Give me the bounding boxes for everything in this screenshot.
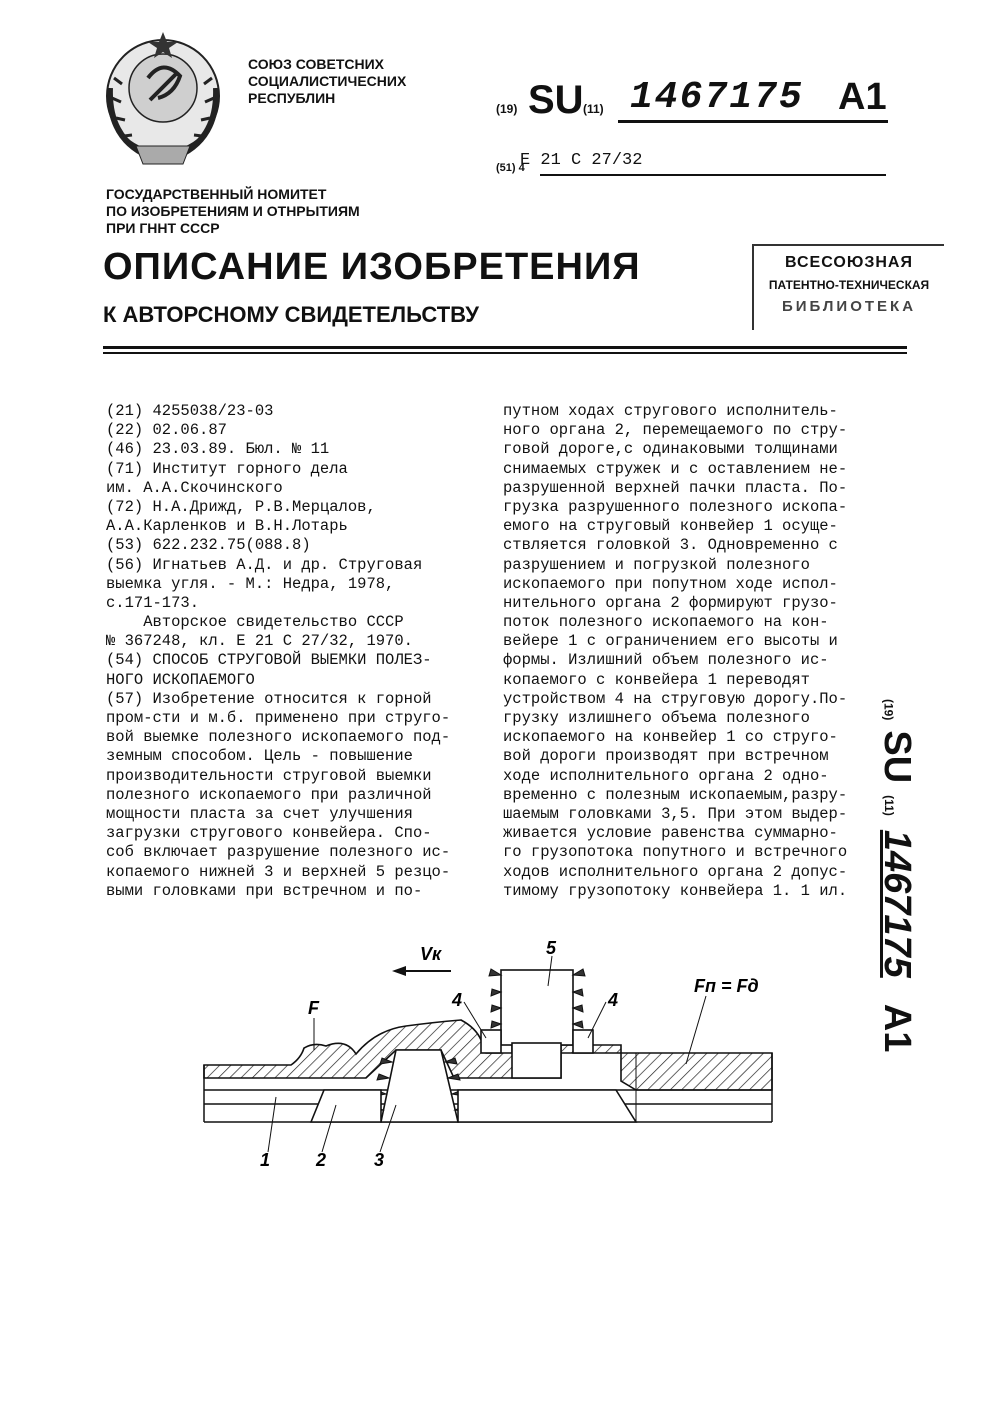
ipc-classification: E 21 C 27/32 [520, 151, 643, 170]
technical-figure [196, 930, 796, 1170]
text-line: выми головками при встречном и по- [106, 881, 423, 900]
header-rule-thin [103, 352, 907, 354]
text-line: ходе исполнительного органа 2 одно- [503, 766, 829, 785]
text-line: ствляется головкой 3. Одновременно с [503, 536, 838, 555]
text-line: пром-сти и м.б. применено при струго- [106, 709, 451, 727]
library-stamp [752, 244, 944, 330]
side-patent-number: 1467175 [876, 829, 918, 978]
code-51: (51) 4 [496, 162, 525, 174]
text-line: ископаемого на конвейер 1 со стругo- [503, 728, 838, 747]
side-kind-code: A1 [876, 1003, 918, 1053]
patent-number: 1467175 [630, 76, 804, 119]
text-line: (56) Игнатьев А.Д. и др. Струговая [106, 555, 423, 574]
text-line: земным способом. Цель - повышение [106, 747, 413, 766]
label-5: 5 [546, 938, 557, 958]
transfer-device-left [481, 1030, 501, 1053]
leader-line [588, 1002, 606, 1038]
text-line: ископаемого при попутном ходе испол- [503, 574, 838, 593]
text-line: временно с полезным ископаемым,разру- [503, 785, 848, 804]
side-code-19: (19) [881, 699, 896, 721]
stamp-line-2: ПАТЕНТНО-ТЕХНИЧЕСКАЯ [768, 278, 930, 292]
text-line: (57) Изобретение относится к горной [106, 689, 432, 708]
text-line: (71) Институт горного дела [106, 459, 348, 478]
text-line: ходов исполнительного органа 2 допус- [503, 862, 848, 881]
text-line: грузка разрушенного полезного ископа- [503, 497, 848, 516]
text-line: шаемым головками 3,5. При этом выдер- [503, 804, 848, 823]
text-line: грузку излишнего объема полезного [503, 709, 810, 727]
side-country-code: SU [876, 730, 918, 784]
text-line: устройством 4 на струговую дорогу.По- [503, 689, 848, 708]
code-11: (11) [583, 102, 604, 116]
text-line: (21) 4255038/23-03 [106, 402, 274, 420]
country-line-2: СОЦИАЛИСТИЧЕСНИХ [248, 73, 407, 89]
document-title: ОПИСАНИЕ ИЗОБРЕТЕНИЯ [103, 246, 641, 288]
leader-line [268, 1097, 276, 1152]
text-line: го грузопотока попутного и встречного [503, 843, 848, 862]
ipc-underline [540, 174, 886, 176]
side-code-11: (11) [881, 795, 896, 816]
label-F: F [308, 998, 319, 1018]
text-line: вой дороги производят при встречном [503, 747, 829, 766]
state-emblem-image [88, 18, 238, 178]
label-1: 1 [260, 1150, 271, 1170]
label-2: 2 [316, 1150, 327, 1170]
text-line: разрушением и погрузкой полезного [503, 555, 810, 574]
header-rule-thick [103, 346, 907, 349]
text-line: Авторское свидетельство СССР [106, 613, 404, 632]
committee-line-2: ПО ИЗОБРЕТЕНИЯМ И ОТНРЫТИЯМ [106, 203, 360, 219]
text-line: емого на струговый конвейер 1 осуще- [503, 517, 838, 536]
text-line: № 367248, кл. Е 21 С 27/32, 1970. [106, 632, 413, 651]
text-line: нительного органа 2 формируют грузо- [503, 593, 838, 612]
label-3: 3 [374, 1150, 385, 1170]
committee-line-3: ПРИ ГННТ СССР [106, 220, 220, 236]
text-line: полезного ископаемого при различной [106, 785, 432, 804]
patent-number-underline [618, 120, 888, 123]
label-4-right: 4 [608, 990, 619, 1010]
stamp-line-3: БИБЛИОТЕКА [781, 298, 917, 315]
text-line: формы. Излишний объем полезного ис- [503, 651, 829, 670]
text-line: вейере 1 с ограничением его высоты и [503, 632, 838, 651]
text-line: загрузки стругового конвейера. Спо- [106, 824, 432, 843]
text-line: с.171-173. [106, 593, 200, 612]
text-line: производительности струговой выемки [106, 766, 432, 785]
committee-name [106, 186, 360, 237]
plough-body [311, 1090, 636, 1122]
label-flow-formula: Fп = Fд [694, 976, 759, 996]
committee-line-1: ГОСУДАРСТВЕННЫЙ НОМИТЕТ [106, 186, 327, 202]
text-line: разрушенной верхней пачки пласта. По- [503, 478, 848, 497]
text-line: НОГО ИСКОПАЕМОГО [106, 670, 255, 689]
code-19: (19) [496, 102, 518, 116]
text-line: (46) 23.03.89. Бюл. № 11 [106, 440, 330, 459]
text-line: (53) 622.232.75(088.8) [106, 536, 311, 555]
velocity-arrow [392, 966, 451, 976]
country-line-3: РЕСПУБЛИН [248, 90, 336, 106]
stamp-line-1: ВСЕСОЮЗНАЯ [785, 254, 913, 271]
text-line: говой дороге,с одинаковыми толщинами [503, 440, 838, 459]
label-4-left: 4 [452, 990, 463, 1010]
right-text-column [503, 402, 847, 901]
country-line-1: СОЮЗ СОВЕТСНИХ [248, 56, 385, 72]
upper-cutter-head [501, 970, 573, 1045]
text-line: А.А.Карленков и В.Н.Лотарь [106, 517, 348, 536]
text-line: тимому грузопотоку конвейера 1. 1 ил. [503, 881, 848, 900]
text-line: путном ходах стругового исполнитель- [503, 402, 838, 420]
document-subtitle: К АВТОРСНОМУ СВИДЕТЕЛЬСТВУ [103, 302, 479, 327]
text-line: поток полезного ископаемого на кон- [503, 613, 829, 632]
velocity-label: Vк [420, 944, 442, 964]
country-name [248, 56, 406, 107]
text-line: мощности пласта за счет улучшения [106, 804, 413, 823]
country-code: SU [528, 78, 584, 122]
text-line: копаемого нижней 3 и верхней 5 резцо- [106, 862, 451, 881]
text-line: живается условие равенства суммарно- [503, 824, 838, 843]
text-line: (72) Н.А.Дрижд, Р.В.Мерцалов, [106, 497, 376, 516]
text-line: вой выемке полезного ископаемого под- [106, 728, 451, 747]
text-line: снимаемых стружек и с оставлением не- [503, 459, 848, 478]
kind-code: A1 [838, 76, 887, 118]
text-line: им. А.А.Скочинского [106, 478, 283, 497]
text-line: ного органа 2, перемещаемого по стру- [503, 421, 848, 440]
left-text-column [106, 402, 450, 901]
cutter-shaft [512, 1043, 561, 1078]
text-line: (22) 02.06.87 [106, 421, 227, 440]
text-line: копаемого с конвейера 1 переводят [503, 670, 810, 689]
text-line: выемка угля. - М.: Недра, 1978, [106, 574, 395, 593]
text-line: соб включает разрушение полезного ис- [106, 843, 451, 862]
text-line: (54) СПОСОБ СТРУГОВОЙ ВЫЕМКИ ПОЛЕЗ- [106, 651, 432, 670]
